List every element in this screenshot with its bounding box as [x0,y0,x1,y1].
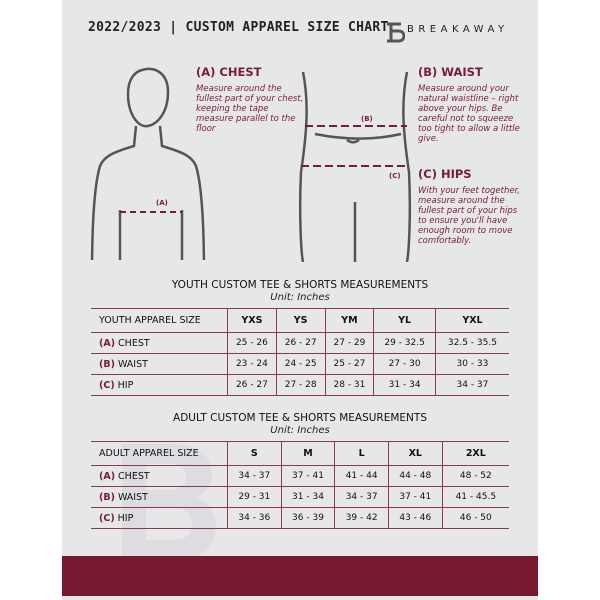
measurement-name: HIP [117,379,134,391]
page-title: 2022/2023 | CUSTOM APPAREL SIZE CHART [88,20,389,35]
measurement-label [91,508,228,529]
waist-marker: (B) [361,115,373,123]
table-cell: 34 - 37 [335,487,389,508]
table-cell: 26 - 27 [228,375,277,396]
size-header: YXL [435,309,509,333]
table-cell: 34 - 36 [228,508,282,529]
hips-guide-text: With your feet together, measure around the fullest part of your hips to ensure you'll have enough room to move comfortably. [418,186,521,246]
chest-guide-title: (A) CHEST [196,65,262,79]
table-cell: 43 - 46 [388,508,442,529]
table-cell: 46 - 50 [442,508,509,529]
size-header: 2XL [442,442,509,466]
table-cell: 41 - 45.5 [442,487,509,508]
measurement-name: HIP [117,512,134,524]
table-cell: 31 - 34 [374,375,436,396]
size-header: YM [325,309,374,333]
measurement-name: CHEST [118,337,150,349]
table-row [91,466,509,487]
measurement-name: WAIST [117,358,148,370]
table-cell: 25 - 27 [325,354,374,375]
measurement-tag: (C) [99,379,115,391]
adult-unit: Unit: Inches [270,425,330,436]
size-header: YS [276,309,325,333]
table-cell: 41 - 44 [335,466,389,487]
table-row [91,508,509,529]
adult-size-table [91,441,509,529]
size-header: L [335,442,389,466]
table-cell: 31 - 34 [281,487,335,508]
youth-section-title: YOUTH CUSTOM TEE & SHORTS MEASUREMENTS [171,279,429,291]
table-cell: 27 - 30 [374,354,436,375]
size-header: S [228,442,282,466]
table-cell: 27 - 28 [276,375,325,396]
table-cell: 48 - 52 [442,466,509,487]
chest-guide-text: Measure around the fullest part of your chest, keeping the tape measure parallel to the floor [196,84,304,134]
measurement-label [91,375,228,396]
table-cell: 24 - 25 [276,354,325,375]
upper-body-figure-icon [90,60,210,260]
lower-body-figure-icon [295,72,415,262]
measurement-tag: (C) [99,512,115,524]
header-label: YOUTH APPAREL SIZE [91,309,228,333]
hips-marker: (C) [389,172,401,180]
measurement-label [91,487,228,508]
header-label: ADULT APPAREL SIZE [91,442,228,466]
measurement-name: CHEST [118,470,150,482]
youth-unit: Unit: Inches [270,292,330,303]
table-cell: 28 - 31 [325,375,374,396]
table-row [91,375,509,396]
table-cell: 30 - 33 [435,354,509,375]
measurement-tag: (B) [99,491,115,503]
table-cell: 36 - 39 [281,508,335,529]
measurement-tag: (B) [99,358,115,370]
youth-size-table [91,308,509,396]
measurement-tag: (A) [99,470,116,482]
table-cell: 39 - 42 [335,508,389,529]
measurement-label [91,354,228,375]
table-cell: 37 - 41 [281,466,335,487]
breakaway-logo-icon [385,18,405,44]
table-row [91,333,509,354]
table-row [91,487,509,508]
table-cell: 29 - 31 [228,487,282,508]
measurement-tag: (A) [99,337,116,349]
table-cell: 25 - 26 [228,333,277,354]
table-header-row [91,442,509,466]
waist-guide-title: (B) WAIST [418,65,483,79]
measurement-name: WAIST [117,491,148,503]
table-header-row [91,309,509,333]
measurement-label [91,333,228,354]
table-cell: 23 - 24 [228,354,277,375]
table-cell: 26 - 27 [276,333,325,354]
size-header: YXS [228,309,277,333]
table-cell: 34 - 37 [435,375,509,396]
size-header: XL [388,442,442,466]
brand-name: BREAKAWAY [407,24,509,35]
size-header: M [281,442,335,466]
footer-bar [62,556,538,596]
adult-section-title: ADULT CUSTOM TEE & SHORTS MEASUREMENTS [173,412,427,424]
table-row [91,354,509,375]
chest-marker: (A) [156,199,168,207]
size-header: YL [374,309,436,333]
hips-guide-title: (C) HIPS [418,167,472,181]
table-cell: 32.5 - 35.5 [435,333,509,354]
measurement-label [91,466,228,487]
waist-guide-text: Measure around your natural waistline – right above your hips. Be careful not to squeeze too tight to allow a little give. [418,84,520,144]
table-cell: 29 - 32.5 [374,333,436,354]
table-cell: 44 - 48 [388,466,442,487]
table-cell: 27 - 29 [325,333,374,354]
table-cell: 34 - 37 [228,466,282,487]
table-cell: 37 - 41 [388,487,442,508]
